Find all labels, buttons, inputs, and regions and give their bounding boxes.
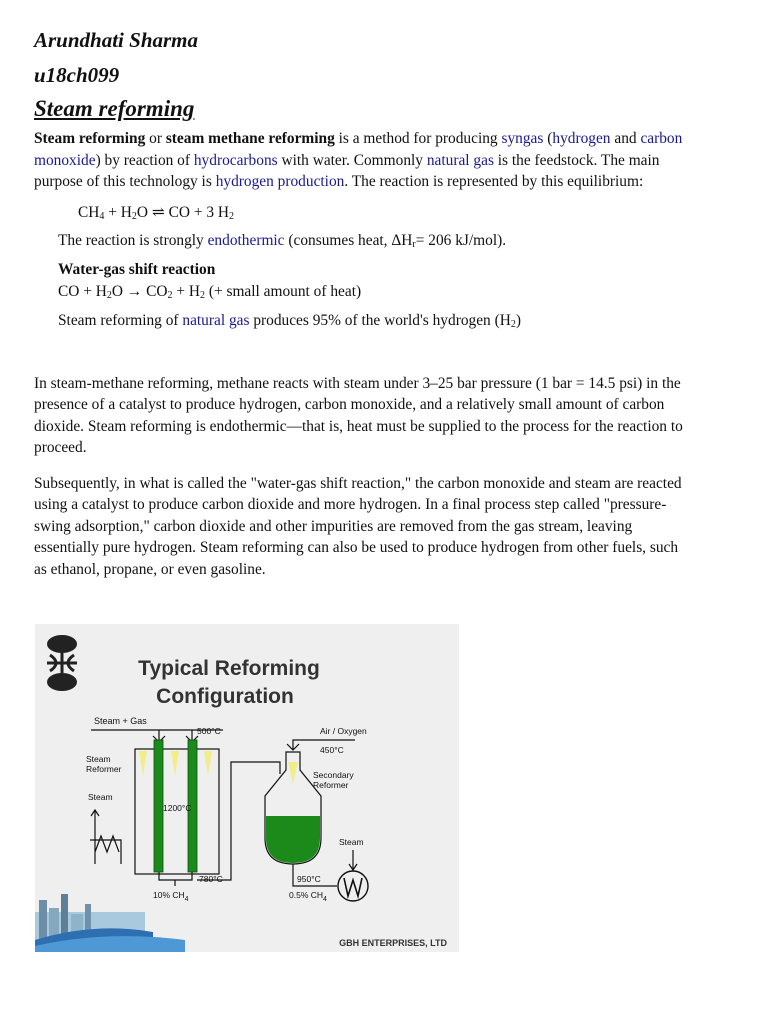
diagram-footer: GBH ENTERPRISES, LTD [339, 938, 447, 948]
eq-part: O ⇌ CO + 3 H [136, 203, 230, 221]
label-steam-reformer-2: Reformer [86, 764, 122, 774]
label-secondary-reformer-1: Secondary [313, 770, 354, 780]
text-run: ) [515, 312, 521, 329]
text-run: is a method for producing [334, 130, 502, 147]
label-450 [320, 745, 344, 755]
document-page [34, 26, 694, 580]
subscript-4: 4 [323, 896, 327, 903]
link-hydrogen[interactable]: hydrogen [552, 130, 611, 147]
intro-paragraph [34, 128, 694, 193]
link-syngas[interactable]: syngas [501, 130, 544, 147]
text-ch4-05: 0.5% CH [289, 890, 324, 900]
equilibrium-equation [78, 202, 694, 224]
label-steam-left: Steam [88, 792, 113, 802]
unit-degc: °C [311, 874, 321, 884]
subscript-4: 4 [184, 896, 189, 903]
diagram-title-line-1: Typical Reforming [138, 657, 320, 680]
eq-part: + H [172, 282, 200, 300]
link-hydrogen-production[interactable]: hydrogen production [215, 173, 345, 190]
secondary-catalyst-bed [266, 816, 320, 863]
value-950: 950 [297, 874, 312, 884]
text-run: produces 95% of the world's hydrogen (H [249, 312, 511, 329]
term-steam-methane-reforming: steam methane reforming [165, 130, 335, 147]
author-name: Arundhati Sharma [34, 28, 199, 52]
endothermic-line [58, 230, 694, 252]
eq-subscript: 2 [510, 319, 516, 330]
value-780: 780 [199, 874, 214, 884]
water-gas-shift-heading: Water-gas shift reaction [58, 261, 216, 278]
term-steam-reforming: Steam reforming [34, 130, 146, 147]
text-run: with water. Commonly [277, 151, 427, 169]
hydrogen-share-line [58, 310, 694, 332]
eq-part: CO + H [58, 282, 107, 300]
unit-degc: °C [213, 874, 223, 884]
reformer-tube-1 [154, 740, 163, 872]
link-endothermic[interactable]: endothermic [207, 231, 285, 249]
eq-part: O → CO [111, 282, 168, 300]
eq-part: (+ small amount of heat) [204, 282, 362, 300]
value-450: 450 [320, 745, 335, 755]
text-run: (consumes heat, ΔH [284, 231, 413, 249]
text-run: Steam reforming of [58, 312, 183, 329]
eq-part: CH [78, 203, 100, 221]
value-500: 500 [197, 726, 212, 736]
label-steam-gas: Steam + Gas [94, 716, 147, 726]
eq-subscript: 2 [131, 210, 137, 222]
label-500 [197, 726, 221, 736]
body-paragraph-1: In steam-methane reforming, methane reacts with steam under 3–25 bar pressure (1 bar = 14.5 psi) in the presence of a catalyst to produce hydrogen, carbon monoxide, and a relatively small amount of carbon dioxide. Steam reforming is endothermic—that is, heat must be supplied to the process for the reaction to proceed. [34, 374, 683, 456]
label-steam-right: Steam [339, 837, 364, 847]
label-1200 [163, 803, 191, 813]
unit-degc: °C [181, 803, 192, 813]
text-run: and [610, 130, 641, 147]
eq-subscript: 4 [99, 210, 105, 222]
label-secondary-reformer-2: Reformer [313, 780, 349, 790]
eq-subscript: 2 [167, 289, 173, 301]
link-hydrocarbons[interactable]: hydrocarbons [193, 151, 278, 169]
page-title: Steam reforming [34, 96, 195, 121]
link-natural-gas-2[interactable]: natural gas [182, 312, 250, 329]
eq-subscript: 2 [106, 289, 112, 301]
text-ch4-10: 10% CH [153, 890, 185, 900]
text-run: . The reaction is represented by this equilibrium: [344, 173, 644, 190]
eq-part: + H [104, 203, 132, 221]
diagram-title-line-2: Configuration [156, 685, 294, 708]
link-natural-gas[interactable]: natural gas [426, 151, 494, 169]
text-run: ( [543, 130, 553, 147]
eq-subscript: 2 [229, 210, 235, 222]
value-1200: 1200 [163, 803, 182, 813]
link-carbon-monoxide[interactable]: carbon monoxide [34, 130, 683, 169]
eq-subscript: 2 [199, 289, 205, 301]
unit-degc: °C [334, 745, 344, 755]
reforming-configuration-diagram [35, 624, 459, 952]
label-steam-reformer-1: Steam [86, 754, 111, 764]
text-run: The reaction is strongly [58, 231, 208, 249]
text-run: is the feedstock. The main purpose of this technology is [34, 151, 660, 190]
eq-subscript: r [412, 238, 416, 250]
student-id: u18ch099 [34, 63, 120, 87]
unit-degc: °C [211, 726, 221, 736]
label-780 [199, 874, 223, 884]
body-paragraph-2: Subsequently, in what is called the "water-gas shift reaction," the carbon monoxide and steam are reacted using a catalyst to produce carbon dioxide and more hydrogen. In a final process step called "pressure-swing adsorption," carbon dioxide and other impurities are removed from the gas stream, leaving essentially pure hydrogen. Steam reforming can also be used to produce hydrogen from other fuels, such as ethanol, propane, or even gasoline. [34, 474, 682, 578]
text-run: or [145, 130, 166, 147]
label-950 [297, 874, 321, 884]
text-run: = 206 kJ/mol). [415, 231, 507, 249]
text-run: ) by reaction of [95, 151, 194, 169]
gbh-logo-icon [47, 635, 77, 691]
water-gas-shift-equation [58, 281, 694, 303]
label-air-oxygen: Air / Oxygen [320, 726, 367, 736]
